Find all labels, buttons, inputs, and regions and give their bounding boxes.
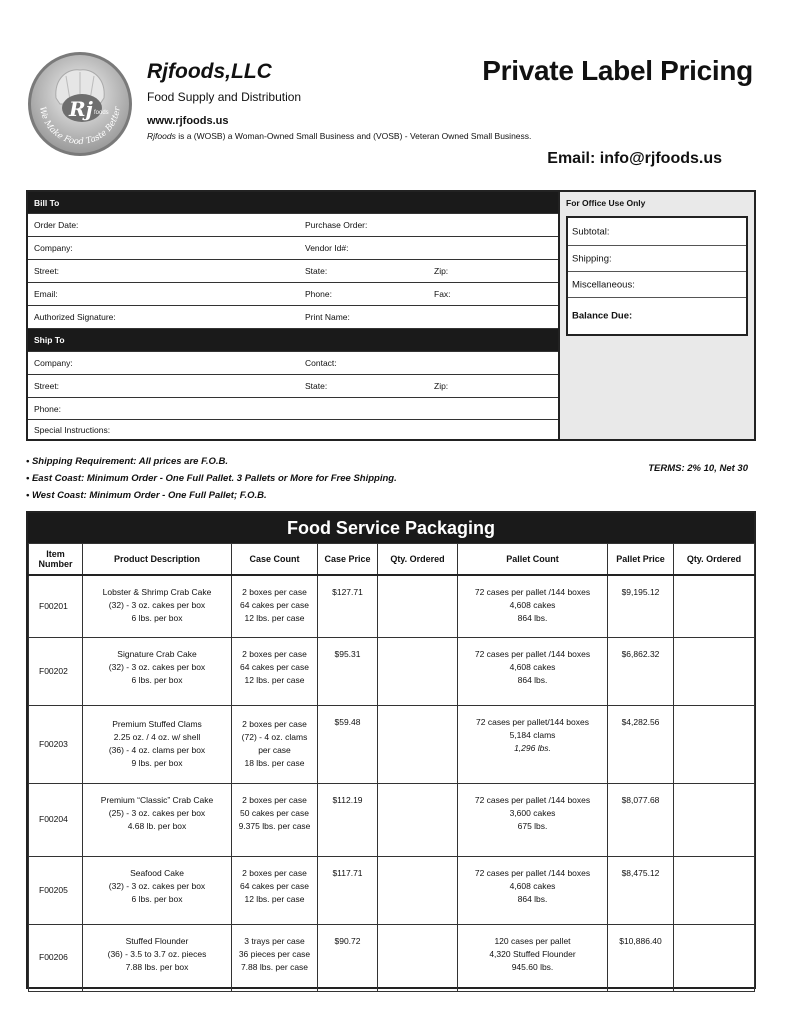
company-name: Rjfoods,LLC — [147, 60, 272, 83]
phone-label: Phone: — [305, 289, 332, 299]
ship-street-label: Street: — [34, 381, 60, 391]
note-west-coast: • West Coast: Minimum Order - One Full Pallet; F.O.B. — [26, 490, 267, 501]
case-count-cell: 2 boxes per case 64 cakes per case 12 lbs. per case — [232, 637, 318, 705]
case-price-cell: $59.48 — [318, 705, 378, 783]
table-row — [29, 705, 755, 783]
table-row — [29, 924, 755, 991]
contact-label: Contact: — [305, 358, 337, 368]
table-row — [29, 575, 755, 637]
balance-due-row: Balance Due: — [572, 310, 633, 322]
order-form — [26, 190, 756, 441]
table-title: Food Service Packaging — [28, 513, 754, 543]
pallet-count-cell: 72 cases per pallet/144 boxes 5,184 clams 1,296 lbs. — [458, 705, 608, 783]
pallet-count-cell: 72 cases per pallet /144 boxes 4,608 cakes 864 lbs. — [458, 575, 608, 637]
bill-ship-section — [28, 192, 560, 439]
description-cell: Premium Stuffed Clams 2.25 oz. / 4 oz. w/ shell (36) - 4 oz. clams per box 9 lbs. per box — [83, 705, 232, 783]
pallet-price-cell: $10,886.40 — [608, 924, 674, 991]
description-cell: Signature Crab Cake (32) - 3 oz. cakes per box 6 lbs. per box — [83, 637, 232, 705]
table-header-row — [29, 544, 755, 576]
instructions-label: Special Instructions: — [34, 424, 111, 435]
ship-phone-label: Phone: — [34, 403, 61, 414]
miscellaneous-row: Miscellaneous: — [568, 272, 746, 298]
pallet-price-cell: $4,282.56 — [608, 705, 674, 783]
svg-text:foods: foods — [94, 110, 109, 116]
signature-row — [28, 306, 558, 329]
case-price-cell: $95.31 — [318, 637, 378, 705]
column-header-qty-ordered-case: Qty. Ordered — [378, 544, 458, 576]
company-website[interactable]: www.rjfoods.us — [147, 115, 229, 127]
svg-text:Rj: Rj — [69, 97, 93, 121]
case-price-cell: $112.19 — [318, 783, 378, 856]
pallet-price-cell: $8,475.12 — [608, 856, 674, 924]
ship-state-label: State: — [305, 381, 328, 391]
qty-ordered-case-cell[interactable] — [378, 924, 458, 991]
qty-ordered-pallet-cell[interactable] — [674, 705, 755, 783]
pallet-price-cell: $6,862.32 — [608, 637, 674, 705]
column-header-pallet-count: Pallet Count — [458, 544, 608, 576]
business-notice: Rjfoods is a (WOSB) a Woman-Owned Small Business and (VOSB) - Veteran Owned Small Business. — [147, 131, 532, 141]
qty-ordered-case-cell[interactable] — [378, 856, 458, 924]
pallet-price-cell: $8,077.68 — [608, 783, 674, 856]
description-cell: Stuffed Flounder (36) - 3.5 to 3.7 oz. pieces 7.88 lbs. per box — [83, 924, 232, 991]
case-price-cell: $90.72 — [318, 924, 378, 991]
case-price-cell: $127.71 — [318, 575, 378, 637]
fax-label: Fax: — [434, 289, 451, 299]
ship-to-header: Ship To — [28, 329, 558, 352]
qty-ordered-pallet-cell[interactable] — [674, 924, 755, 991]
description-cell: Lobster & Shrimp Crab Cake (32) - 3 oz. cakes per box 6 lbs. per box — [83, 575, 232, 637]
product-table — [28, 543, 755, 992]
column-header-case-count: Case Count — [232, 544, 318, 576]
column-header-case-price: Case Price — [318, 544, 378, 576]
contact-email[interactable]: Email: info@rjfoods.us — [547, 150, 722, 167]
office-use-panel — [560, 192, 754, 439]
ship-phone-row — [28, 398, 558, 420]
print-name-label: Print Name: — [305, 312, 350, 322]
column-header-pallet-price: Pallet Price — [608, 544, 674, 576]
qty-ordered-case-cell[interactable] — [378, 783, 458, 856]
pallet-count-cell: 120 cases per pallet 4,320 Stuffed Flounder 945.60 lbs. — [458, 924, 608, 991]
note-shipping-requirement: • Shipping Requirement: All prices are F.O.B. — [26, 456, 228, 467]
office-use-title: For Office Use Only — [566, 198, 646, 208]
instructions-row — [28, 420, 558, 439]
table-row — [29, 856, 755, 924]
svg-text:We Make Food Taste Better: We Make Food Taste Better — [36, 105, 123, 148]
description-cell: Seafood Cake (32) - 3 oz. cakes per box 6 lbs. per box — [83, 856, 232, 924]
email-row — [28, 283, 558, 306]
pallet-price-cell: $9,195.12 — [608, 575, 674, 637]
office-totals-box — [566, 216, 748, 336]
item-number-cell: F00204 — [29, 783, 83, 856]
table-row — [29, 637, 755, 705]
company-label: Company: — [34, 243, 73, 253]
qty-ordered-case-cell[interactable] — [378, 575, 458, 637]
note-east-coast: • East Coast: Minimum Order - One Full Pallet. 3 Pallets or More for Free Shipping. — [26, 473, 397, 484]
pallet-count-cell: 72 cases per pallet /144 boxes 3,600 cakes 675 lbs. — [458, 783, 608, 856]
case-count-cell: 2 boxes per case (72) - 4 oz. clams per case 18 lbs. per case — [232, 705, 318, 783]
shipping-row: Shipping: — [568, 246, 746, 272]
column-header-qty-ordered-pallet: Qty. Ordered — [674, 544, 755, 576]
ship-street-row — [28, 375, 558, 398]
ship-zip-label: Zip: — [434, 381, 449, 391]
qty-ordered-pallet-cell[interactable] — [674, 637, 755, 705]
vendor-id-label: Vendor Id#: — [305, 243, 349, 253]
email-label: Email: — [34, 289, 58, 299]
item-number-cell: F00205 — [29, 856, 83, 924]
company-logo — [26, 50, 134, 158]
page-title: Private Label Pricing — [482, 55, 753, 86]
qty-ordered-case-cell[interactable] — [378, 637, 458, 705]
qty-ordered-pallet-cell[interactable] — [674, 783, 755, 856]
item-number-cell: F00206 — [29, 924, 83, 991]
qty-ordered-pallet-cell[interactable] — [674, 856, 755, 924]
state-label: State: — [305, 266, 328, 276]
street-label: Street: — [34, 266, 60, 276]
purchase-order-label: Purchase Order: — [305, 220, 368, 230]
qty-ordered-pallet-cell[interactable] — [674, 575, 755, 637]
qty-ordered-case-cell[interactable] — [378, 705, 458, 783]
bill-to-header: Bill To — [28, 192, 558, 214]
item-number-cell: F00202 — [29, 637, 83, 705]
case-count-cell: 3 trays per case 36 pieces per case 7.88 lbs. per case — [232, 924, 318, 991]
zip-label: Zip: — [434, 266, 449, 276]
table-row — [29, 783, 755, 856]
order-date-row — [28, 214, 558, 237]
order-date-label: Order Date: — [34, 220, 79, 230]
case-price-cell: $117.71 — [318, 856, 378, 924]
pallet-count-cell: 72 cases per pallet /144 boxes 4,608 cakes 864 lbs. — [458, 856, 608, 924]
column-header-item-number: Item Number — [29, 544, 83, 576]
column-header-product-description: Product Description — [83, 544, 232, 576]
item-number-cell: F00203 — [29, 705, 83, 783]
description-cell: Premium “Classic” Crab Cake (25) - 3 oz. cakes per box 4.68 lb. per box — [83, 783, 232, 856]
case-count-cell: 2 boxes per case 64 cakes per case 12 lbs. per case — [232, 856, 318, 924]
signature-label: Authorized Signature: — [34, 312, 116, 322]
ship-company-row — [28, 352, 558, 375]
pallet-count-cell: 72 cases per pallet /144 boxes 4,608 cakes 864 lbs. — [458, 637, 608, 705]
item-number-cell: F00201 — [29, 575, 83, 637]
product-pricing-table — [26, 511, 756, 989]
street-row — [28, 260, 558, 283]
company-tagline: Food Supply and Distribution — [147, 90, 302, 104]
case-count-cell: 2 boxes per case 50 cakes per case 9.375 lbs. per case — [232, 783, 318, 856]
case-count-cell: 2 boxes per case 64 cakes per case 12 lbs. per case — [232, 575, 318, 637]
ship-company-label: Company: — [34, 358, 73, 368]
company-row — [28, 237, 558, 260]
payment-terms: TERMS: 2% 10, Net 30 — [648, 463, 748, 474]
subtotal-row: Subtotal: — [568, 218, 746, 246]
